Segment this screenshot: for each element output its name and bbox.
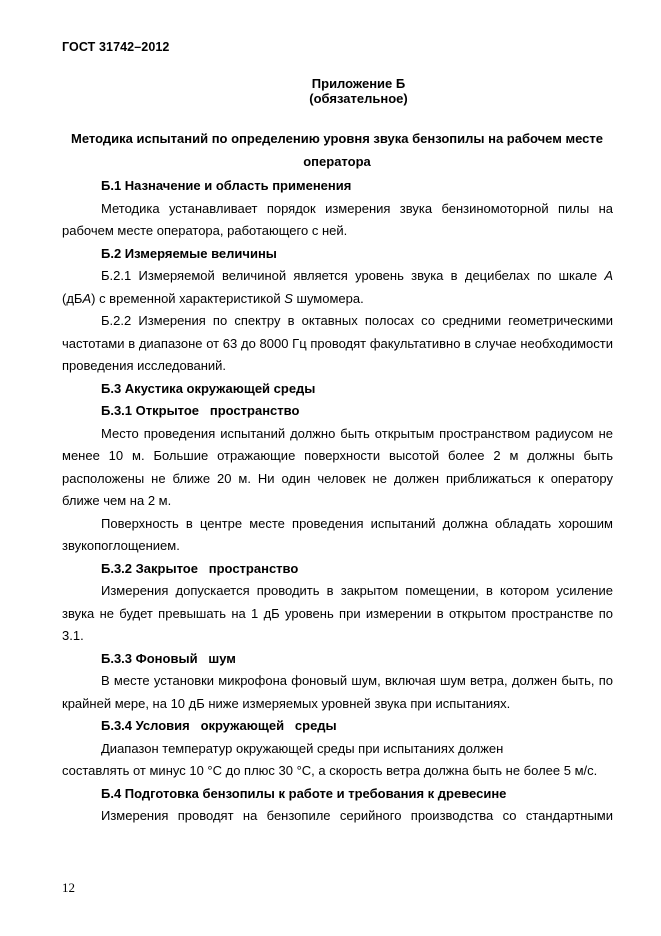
b21-scale-a: A <box>604 268 613 283</box>
b21-scale-a2: A <box>82 290 92 306</box>
b21-part-a: Б.2.1 Измеряемой величиной является уровень звука в децибелах по шкале <box>101 268 605 283</box>
section-b34-text-1: Диапазон температур окружающей среды при испытаниях должен <box>101 740 504 756</box>
section-b32-text: Измерения допускается проводить в закрытом помещении, в котором усиление звука не будет превышать на 1 дБ уровень при измерении в открытом пространстве по 3.1. <box>62 583 613 643</box>
section-b32-heading: Б.3.2 Закрытое пространство <box>101 560 299 576</box>
section-b21-text <box>62 265 613 310</box>
b21-part-d: шумомера. <box>292 290 364 306</box>
section-b34-text-2: составлять от минус 10 °С до плюс 30 °С, а скорость ветра должна быть не более 5 м/с. <box>62 763 598 778</box>
page-number: 12 <box>62 880 75 895</box>
section-b31-heading: Б.3.1 Открытое пространство <box>101 403 300 418</box>
methodology-title: Методика испытаний по определению уровня звука бензопилы на рабочем месте оператора <box>71 131 603 169</box>
annex-title: Приложение Б <box>311 76 406 91</box>
section-b31-text-2: Поверхность в центре месте проведения испытаний должна обладать хорошим звукопоглощением. <box>62 515 613 553</box>
section-b33-text: В месте установки микрофона фоновый шум, включая шум ветра, должен быть, по крайней мере, на 10 дБ ниже измеряемых уровней звука при испытаниях. <box>62 673 613 711</box>
section-b31-text-1: Место проведения испытаний должно быть открытым пространством радиусом не менее 10 м. Большие отражающие поверхности высотой более 2 м должны быть расположены не ближе 20 м. Ни один человек не должен приближаться к оператору ближе чем на 2 м. <box>62 425 613 508</box>
annex-heading <box>0 76 661 106</box>
section-b4-text: Измерения проводят на бензопиле серийного производства со стандартными <box>101 808 613 823</box>
b21-part-b: (дБ <box>62 290 83 306</box>
section-b3-heading: Б.3 Акустика окружающей среды <box>101 380 316 396</box>
section-b34-heading: Б.3.4 Условия окружающей среды <box>101 718 337 733</box>
standard-header: ГОСТ 31742–2012 <box>62 40 170 54</box>
section-b1-heading: Б.1 Назначение и область применения <box>101 178 352 193</box>
section-b22-text: Б.2.2 Измерения по спектру в октавных полосах со средними геометрическими частотами в диапазоне от 63 до 8000 Гц проводят факультативно в случае необходимости проведения исследований. <box>62 313 613 373</box>
section-b4-heading: Б.4 Подготовка бензопилы к работе и требования к древесине <box>101 785 507 801</box>
section-b1-text: Методика устанавливает порядок измерения звука бензиномоторной пилы на рабочем месте оператора, работающего с ней. <box>62 200 613 238</box>
b21-part-c: ) с временной характеристикой <box>91 290 285 306</box>
annex-status: (обязательное) <box>309 91 408 106</box>
b21-char-s: S <box>284 290 293 306</box>
document-body <box>62 175 613 828</box>
section-b33-heading: Б.3.3 Фоновый шум <box>101 650 236 666</box>
section-b2-heading: Б.2 Измеряемые величины <box>101 245 277 261</box>
